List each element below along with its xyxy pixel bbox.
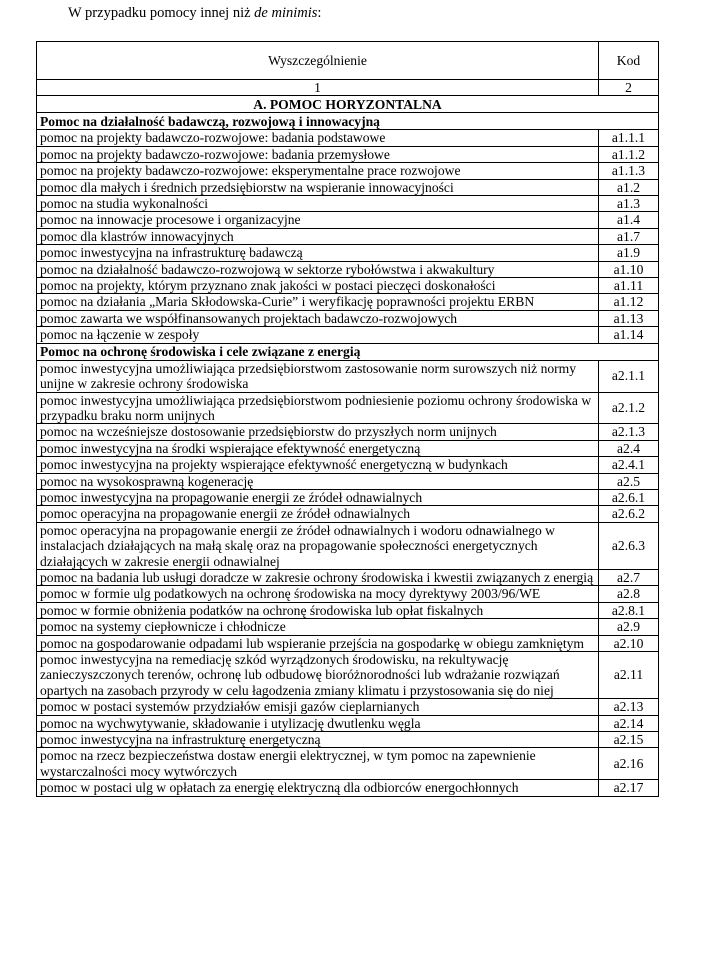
- column-number-row: [37, 80, 659, 96]
- row-description: pomoc inwestycyjna na propagowanie energii ze źródeł odnawialnych: [37, 489, 599, 505]
- table-row: [37, 619, 659, 635]
- row-description: pomoc na wysokosprawną kogenerację: [37, 473, 599, 489]
- table-row: [37, 699, 659, 715]
- row-code: a2.4.1: [599, 457, 659, 473]
- row-description: pomoc na systemy ciepłownicze i chłodnicze: [37, 619, 599, 635]
- table-row: [37, 506, 659, 522]
- section-row: [37, 96, 659, 113]
- table-row: [37, 635, 659, 651]
- row-description: pomoc na projekty badawczo-rozwojowe: badania przemysłowe: [37, 146, 599, 162]
- row-code: a2.5: [599, 473, 659, 489]
- intro-text: [68, 4, 321, 22]
- table-row: [37, 130, 659, 146]
- table-row: [37, 569, 659, 585]
- row-code: a2.17: [599, 780, 659, 796]
- row-code: a2.10: [599, 635, 659, 651]
- row-code: a2.13: [599, 699, 659, 715]
- row-description: pomoc dla małych i średnich przedsiębiorstw na wspieranie innowacyjności: [37, 179, 599, 195]
- table-row: [37, 748, 659, 780]
- table-row: [37, 310, 659, 326]
- row-code: a2.15: [599, 732, 659, 748]
- table-row: [37, 179, 659, 195]
- row-description: pomoc inwestycyjna na projekty wspierające efektywność energetyczną w budynkach: [37, 457, 599, 473]
- row-code: a1.7: [599, 228, 659, 244]
- table-body: [37, 80, 659, 797]
- table-row: [37, 424, 659, 440]
- group-title: Pomoc na ochronę środowiska i cele związane z energią: [37, 343, 659, 360]
- row-description: pomoc operacyjna na propagowanie energii ze źródeł odnawialnych i wodoru odnawialnego w instalacjach działających na małą skalę oraz na propagowanie społeczności energetycznych działających w zakresie energii odnawialnej: [37, 522, 599, 569]
- row-description: pomoc inwestycyjna na środki wspierające efektywność energetyczną: [37, 440, 599, 456]
- aid-codes-table: [36, 41, 659, 797]
- table-row: [37, 489, 659, 505]
- group-row: [37, 113, 659, 130]
- header-row: [37, 42, 659, 80]
- row-code: a2.8: [599, 586, 659, 602]
- row-code: a2.9: [599, 619, 659, 635]
- row-description: pomoc na działalność badawczo-rozwojową w sektorze rybołówstwa i akwakultury: [37, 261, 599, 277]
- row-code: a2.6.2: [599, 506, 659, 522]
- section-title: A. POMOC HORYZONTALNA: [37, 96, 659, 113]
- row-code: a1.1.1: [599, 130, 659, 146]
- table-row: [37, 245, 659, 261]
- row-code: a1.1.2: [599, 146, 659, 162]
- row-description: pomoc w postaci ulg w opłatach za energię elektryczną dla odbiorców energochłonnych: [37, 780, 599, 796]
- table-row: [37, 715, 659, 731]
- table-row: [37, 294, 659, 310]
- row-code: a2.6.3: [599, 522, 659, 569]
- table-row: [37, 522, 659, 569]
- row-description: pomoc na projekty badawczo-rozwojowe: badania podstawowe: [37, 130, 599, 146]
- row-description: pomoc na łączenie w zespoły: [37, 327, 599, 343]
- row-code: a1.10: [599, 261, 659, 277]
- intro-prefix: W przypadku pomocy innej niż: [68, 5, 255, 21]
- row-code: a1.13: [599, 310, 659, 326]
- row-description: pomoc na działania „Maria Skłodowska-Curie” i weryfikację poprawności projektu ERBN: [37, 294, 599, 310]
- row-description: pomoc na projekty, którym przyznano znak jakości w postaci pieczęci doskonałości: [37, 278, 599, 294]
- row-code: a2.14: [599, 715, 659, 731]
- table-row: [37, 457, 659, 473]
- table-row: [37, 163, 659, 179]
- row-code: a1.2: [599, 179, 659, 195]
- row-code: a2.1.2: [599, 392, 659, 424]
- row-code: a1.4: [599, 212, 659, 228]
- table-row: [37, 440, 659, 456]
- row-code: a2.1.1: [599, 360, 659, 392]
- column-number-code: 2: [599, 80, 659, 96]
- group-row: [37, 343, 659, 360]
- row-description: pomoc w formie obniżenia podatków na ochronę środowiska lub opłat fiskalnych: [37, 602, 599, 618]
- row-code: a1.12: [599, 294, 659, 310]
- table-row: [37, 278, 659, 294]
- table-row: [37, 360, 659, 392]
- row-code: a1.1.3: [599, 163, 659, 179]
- table-row: [37, 261, 659, 277]
- row-description: pomoc na innowacje procesowe i organizacyjne: [37, 212, 599, 228]
- row-description: pomoc w formie ulg podatkowych na ochronę środowiska na mocy dyrektywy 2003/96/WE: [37, 586, 599, 602]
- row-description: pomoc na studia wykonalności: [37, 196, 599, 212]
- row-code: a2.1.3: [599, 424, 659, 440]
- row-code: a1.11: [599, 278, 659, 294]
- row-description: pomoc na badania lub usługi doradcze w zakresie ochrony środowiska i kwestii związanych z energią: [37, 569, 599, 585]
- table-row: [37, 602, 659, 618]
- row-code: a1.9: [599, 245, 659, 261]
- row-code: a2.4: [599, 440, 659, 456]
- row-code: a2.8.1: [599, 602, 659, 618]
- table-row: [37, 780, 659, 796]
- table-row: [37, 212, 659, 228]
- intro-emphasis: de minimis: [254, 5, 318, 21]
- row-description: pomoc na projekty badawczo-rozwojowe: eksperymentalne prace rozwojowe: [37, 163, 599, 179]
- row-description: pomoc inwestycyjna na infrastrukturę energetyczną: [37, 732, 599, 748]
- row-description: pomoc operacyjna na propagowanie energii ze źródeł odnawialnych: [37, 506, 599, 522]
- row-description: pomoc na rzecz bezpieczeństwa dostaw energii elektrycznej, w tym pomoc na zapewnienie wystarczalności mocy wytwórczych: [37, 748, 599, 780]
- table-row: [37, 652, 659, 699]
- table-row: [37, 228, 659, 244]
- row-description: pomoc zawarta we współfinansowanych projektach badawczo-rozwojowych: [37, 310, 599, 326]
- table-row: [37, 732, 659, 748]
- row-code: a2.16: [599, 748, 659, 780]
- table-header: [37, 42, 659, 80]
- row-description: pomoc inwestycyjna umożliwiająca przedsiębiorstwom podniesienie poziomu ochrony środowiska w przypadku braku norm unijnych: [37, 392, 599, 424]
- row-description: pomoc inwestycyjna na remediację szkód wyrządzonych środowisku, na rekultywację zanieczyszczonych terenów, ochronę lub odbudowę bioróżnorodności lub wdrażanie rozwiązań opartych na zasobach przyrody w celu łagodzenia zmiany klimatu i przystosowania się do niej: [37, 652, 599, 699]
- table-row: [37, 392, 659, 424]
- intro-suffix: :: [317, 5, 322, 21]
- row-description: pomoc na wychwytywanie, składowanie i utylizację dwutlenku węgla: [37, 715, 599, 731]
- table-row: [37, 473, 659, 489]
- row-description: pomoc w postaci systemów przydziałów emisji gazów cieplarnianych: [37, 699, 599, 715]
- row-description: pomoc na wcześniejsze dostosowanie przedsiębiorstw do przyszłych norm unijnych: [37, 424, 599, 440]
- group-title: Pomoc na działalność badawczą, rozwojową i innowacyjną: [37, 113, 659, 130]
- row-description: pomoc na gospodarowanie odpadami lub wspieranie przejścia na gospodarkę w obiegu zamkniętym: [37, 635, 599, 651]
- row-code: a2.7: [599, 569, 659, 585]
- table-row: [37, 327, 659, 343]
- row-code: a2.6.1: [599, 489, 659, 505]
- header-code: Kod: [599, 42, 659, 80]
- row-description: pomoc inwestycyjna na infrastrukturę badawczą: [37, 245, 599, 261]
- row-code: a1.3: [599, 196, 659, 212]
- column-number-description: 1: [37, 80, 599, 96]
- row-description: pomoc inwestycyjna umożliwiająca przedsiębiorstwom zastosowanie norm surowszych niż normy unijne w zakresie ochrony środowiska: [37, 360, 599, 392]
- table-row: [37, 146, 659, 162]
- row-code: a2.11: [599, 652, 659, 699]
- table-row: [37, 196, 659, 212]
- table-row: [37, 586, 659, 602]
- row-code: a1.14: [599, 327, 659, 343]
- row-description: pomoc dla klastrów innowacyjnych: [37, 228, 599, 244]
- header-description: Wyszczególnienie: [37, 42, 599, 80]
